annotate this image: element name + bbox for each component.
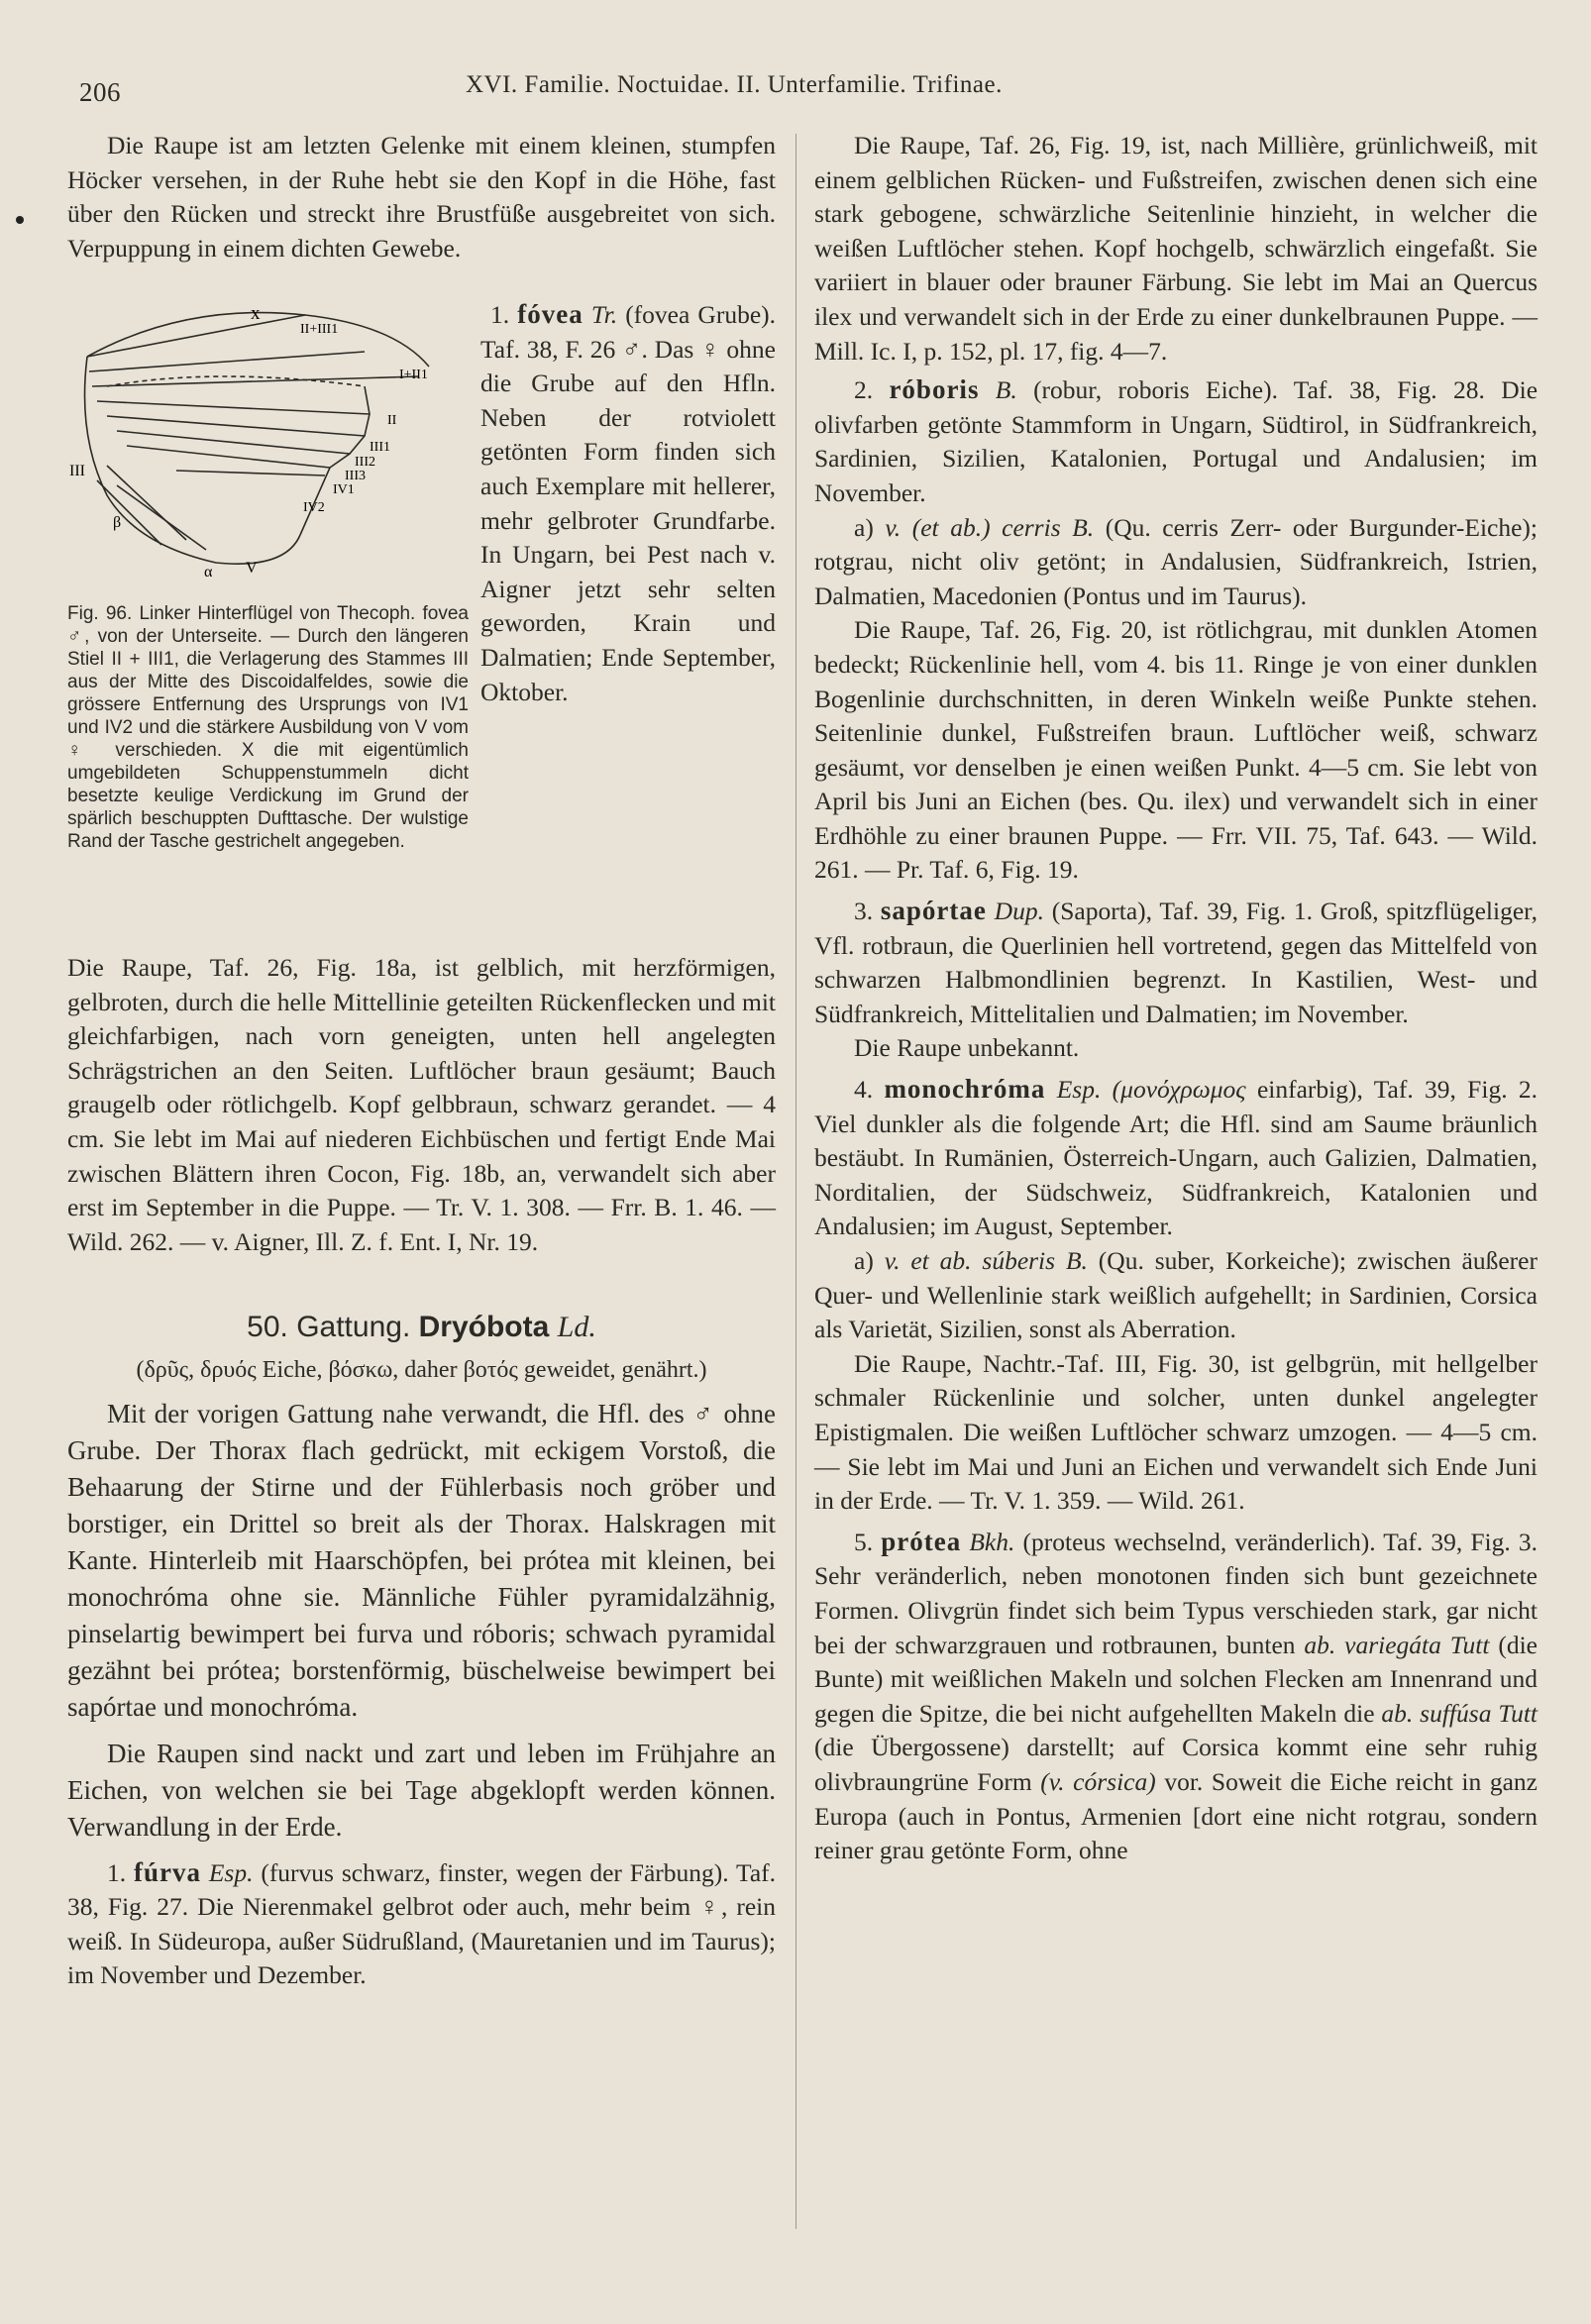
label-iii: III <box>69 463 85 479</box>
paragraph-raupe-2: Die Raupe, Taf. 26, Fig. 20, ist rötlichgrau, mit dunklen Atomen bedeckt; Rückenlinie hell, vom 4. bis 11. Ringe je von einer dunklen Bogenlinie durchschnitten, in deren Winkeln weiße Punkte stehen. Seitenlinie dunkel, Fußstreifen braun. Luftlöcher weiß, schwarz gesäumt, vor denselben je einen weißen Punkt. 4—5 cm. Sie lebt von April bis Juni an Eichen (bes. Qu. ilex) und verwandelt sich in einer Erdhöhle zu einer braunen Puppe. — Frr. VII. 75, Taf. 643. — Wild. 261. — Pr. Taf. 6, Fig. 19. <box>814 615 1538 885</box>
cerris-entry: a) v. (et ab.) cerris B. (Qu. cerris Zerr- oder Burgunder-Eiche); rotgrau, nicht oliv getönt; in Andalusien, Südfrankreich, Istrien, Dalmatien, Macedonien (Pontus und im Taurus). <box>814 512 1538 610</box>
margin-dot <box>16 216 24 224</box>
label-alpha: α <box>204 564 213 581</box>
label-iii2: III2 <box>355 455 375 470</box>
label-ii-iii1: II+III1 <box>300 322 339 337</box>
species-name-roboris: róboris <box>889 374 980 405</box>
figure-block <box>67 297 776 853</box>
genus-heading: 50. Gattung. Dryóbota Ld. <box>247 1311 596 1344</box>
label-v: V <box>246 560 258 577</box>
species-name-furva: fúrva <box>133 1856 201 1887</box>
paragraph-raupen: Die Raupen sind nackt und zart und leben im Frühjahre an Eichen, von welchen sie bei Tage abgeklopft werden können. Verwandlung in der Erde. <box>67 1738 776 1842</box>
label-iii3: III3 <box>345 469 366 483</box>
paragraph-raupe-intro: Die Raupe ist am letzten Gelenke mit einem kleinen, stumpfen Höcker versehen, in der Ruhe hebt sie den Kopf in die Höhe, fast über den Rücken und streckt ihre Brustfüße ausgebreitet von sich. Verpuppung in einem dichten Gewebe. <box>67 131 776 263</box>
paragraph-raupe-1: Die Raupe, Taf. 26, Fig. 19, ist, nach Millière, grünlichweiß, mit einem gelblichen Rücken- und Fußstreifen, zwischen denen sich eine stark gebogene, schwärzliche Seitenlinie hinzieht, in welcher die weißen Luftlöcher stehen. Kopf hochgelb, schwärzlich eingefaßt. Sie variiert in blauer oder brauner Färbung. Sie lebt im Mai an Quercus ilex und verwandelt sich in der Erde zu einer dunkelbraunen Puppe. — Mill. Ic. I, p. 152, pl. 17, fig. 4—7. <box>814 131 1538 366</box>
saportae-entry: 3. sapórtae Dup. (Saporta), Taf. 39, Fig. 1. Groß, spitzflügeliger, Vfl. rotbraun, die Querlinien hell vortretend, gegen das Mittelfeld von schwarzen Halbmondlinien begrenzt. In Kastilien, West- und Südfrankreich, Mittelitalien und Dalmatien; im November. <box>814 896 1538 1028</box>
page-number: 206 <box>79 77 121 107</box>
species-name-monochroma: monochróma <box>884 1074 1046 1105</box>
paragraph-raupe-4: Die Raupe, Nachtr.-Taf. III, Fig. 30, ist gelbgrün, mit hellgelber schmaler Rückenlinie und solcher, unten dunkel angelegter Epistigmalen. Die weißen Luftlöcher schwarz umzogen. — 4—5 cm. — Sie lebt im Mai und Juni an Eichen und verwandelt sich Ende Juni in der Erde. — Tr. V. 1. 359. — Wild. 261. <box>814 1348 1538 1516</box>
running-title: XVI. Familie. Noctuidae. II. Unterfamilie. Trifinae. <box>466 71 1003 98</box>
label-iv1: IV1 <box>333 482 355 497</box>
left-lower <box>67 951 776 1993</box>
label-iv2: IV2 <box>303 500 325 515</box>
monochroma-entry: 4. monochróma Esp. (μονόχρωμος einfarbig), Taf. 39, Fig. 2. Viel dunkler als die folgende Art; die Hfl. sind am Saume bräunlich bestäubt. In Rumänien, Österreich-Ungarn, auch Galizien, Dalmatien, Norditalien, der Südschweiz, Südfrankreich, Katalonien und Andalusien; im August, September. <box>814 1074 1538 1241</box>
species-name-saportae: sapórtae <box>880 896 987 926</box>
suberis-entry: a) v. et ab. súberis B. (Qu. suber, Korkeiche); zwischen äußerer Quer- und Wellenlinie stark weißlich aufgehellt; in Sardinien, Corsica als Varietät, Sizilien, sonst als Aberration. <box>814 1246 1538 1344</box>
label-iii1: III1 <box>370 440 390 455</box>
paragraph-fovea-raupe: Die Raupe, Taf. 26, Fig. 18a, ist gelblich, mit herzförmigen, gelbroten, durch die helle Mittellinie geteilten Rückenflecken und mit gleichfarbigen, nach vorn geneigten, unten hell angelegten Schrägstrichen an den Seiten. Luftlöcher braun gesäumt; Bauch graugelb oder rötlichgelb. Kopf gelbbraun, schwarz gerandet. — 4 cm. Sie lebt im Mai auf niederen Eichbüschen und fertigt Ende Mai zwischen Blättern ihren Cocon, Fig. 18b, an, verwandelt sich aber erst im September in die Puppe. — Tr. V. 1. 308. — Frr. B. 1. 46. — Wild. 262. — v. Aigner, Ill. Z. f. Ent. I, Nr. 19. <box>67 953 776 1256</box>
right-column <box>814 129 1538 1868</box>
genus-etymology: (δρῦς, δρυός Eiche, βόσκω, daher βοτός geweidet, genährt.) <box>136 1356 707 1383</box>
roboris-entry: 2. róboris B. (robur, roboris Eiche). Taf. 38, Fig. 28. Die olivfarben getönte Stammform in Ungarn, Südtirol, in Südfrankreich, Sardinien, Sizilien, Katalonien, Portugal und Andalusien; im November. <box>814 374 1538 507</box>
wing-figure <box>67 297 469 853</box>
left-column <box>67 129 776 265</box>
paragraph-genus: Mit der vorigen Gattung nahe verwandt, die Hfl. des ♂ ohne Grube. Der Thorax flach gedrückt, mit eckigem Vorstoß, die Behaarung der Stirne und der Fühlerbasis noch gröber und borstiger, ein Drittel so breit als der Thorax. Halskragen mit Kante. Hinterleib mit Haarschöpfen, bei prótea mit kleinen, bei monochróma ohne sie. Männliche Fühler pyramidalzähnig, pinselartig bewimpert bei furva und róboris; schwach pyramidal gezähnt bei prótea; borstenförmig, büschelweise bewimpert bei sapórtae und monochróma. <box>67 1398 776 1722</box>
figure-caption: Fig. 96. Linker Hinterflügel von Thecoph. fovea ♂, von der Unterseite. — Durch den längeren Stiel II + III1, die Verlagerung des Stammes III aus der Mitte des Discoidalfeldes, sowie die grössere Entfernung des Ursprungs von IV1 und IV2 und die stärkere Ausbildung von V vom ♀ verschieden. X die mit eigentümlich umgebildeten Schuppenstummeln dicht besetzte keulige Verdickung im Grund der spärlich beschuppten Dufttasche. Der wulstige Rand der Tasche gestrichelt angegeben. <box>67 603 469 852</box>
label-ii: II <box>387 413 397 428</box>
fovea-entry: 1. fóvea Tr. (fovea Grube). Taf. 38, F. 26 ♂. Das ♀ ohne die Grube auf den Hfln. Neben der rotviolett getönten Form finden sich auch Exemplare mit hellerer, mehr gelbroter Grundfarbe. In Ungarn, bei Pest nach v. Aigner jetzt sehr selten geworden, Krain und Dalmatien; Ende September, Oktober. <box>480 299 776 706</box>
protea-entry: 5. prótea Bkh. (proteus wechselnd, veränderlich). Taf. 39, Fig. 3. Sehr veränderlich, neben monotonen finden sich bunt gezeichnete Formen. Olivgrün findet sich beim Typus verschieden stark, gar nicht bei der schwarzgrauen und rotbraunen, bunten ab. variegáta Tutt (die Bunte) mit weißlichen Makeln und solchen Flecken am Innenrand und gegen die Spitze, die bei nicht aufgehellten Makeln die ab. suffúsa Tutt (die Übergossene) darstellt; auf Corsica kommt eine sehr ruhig olivbraungrüne Form (v. córsica) vor. Soweit die Eiche reicht in ganz Europa (auch in Pontus, Armenien [dort eine nicht rotgrau, sondern reiner grau getönte Form, ohne <box>814 1526 1538 1865</box>
label-x: x <box>251 303 261 324</box>
page-header <box>79 69 1536 109</box>
label-i-ii1: I+II1 <box>399 368 428 382</box>
paragraph-raupe-3: Die Raupe unbekannt. <box>854 1033 1080 1063</box>
furva-entry: 1. fúrva Esp. (furvus schwarz, finster, wegen der Färbung). Taf. 38, Fig. 27. Die Nierenmakel gelbrot oder auch, mehr beim ♀, rein weiß. In Südeuropa, außer Südrußland, (Mauretanien und im Taurus); im November und Dezember. <box>67 1856 777 1990</box>
species-name-fovea: fóvea <box>517 299 583 329</box>
genus-name: Dryóbota <box>418 1311 550 1344</box>
label-beta: β <box>113 514 122 531</box>
hindwing-diagram <box>67 297 469 594</box>
species-name-protea: prótea <box>881 1526 962 1556</box>
